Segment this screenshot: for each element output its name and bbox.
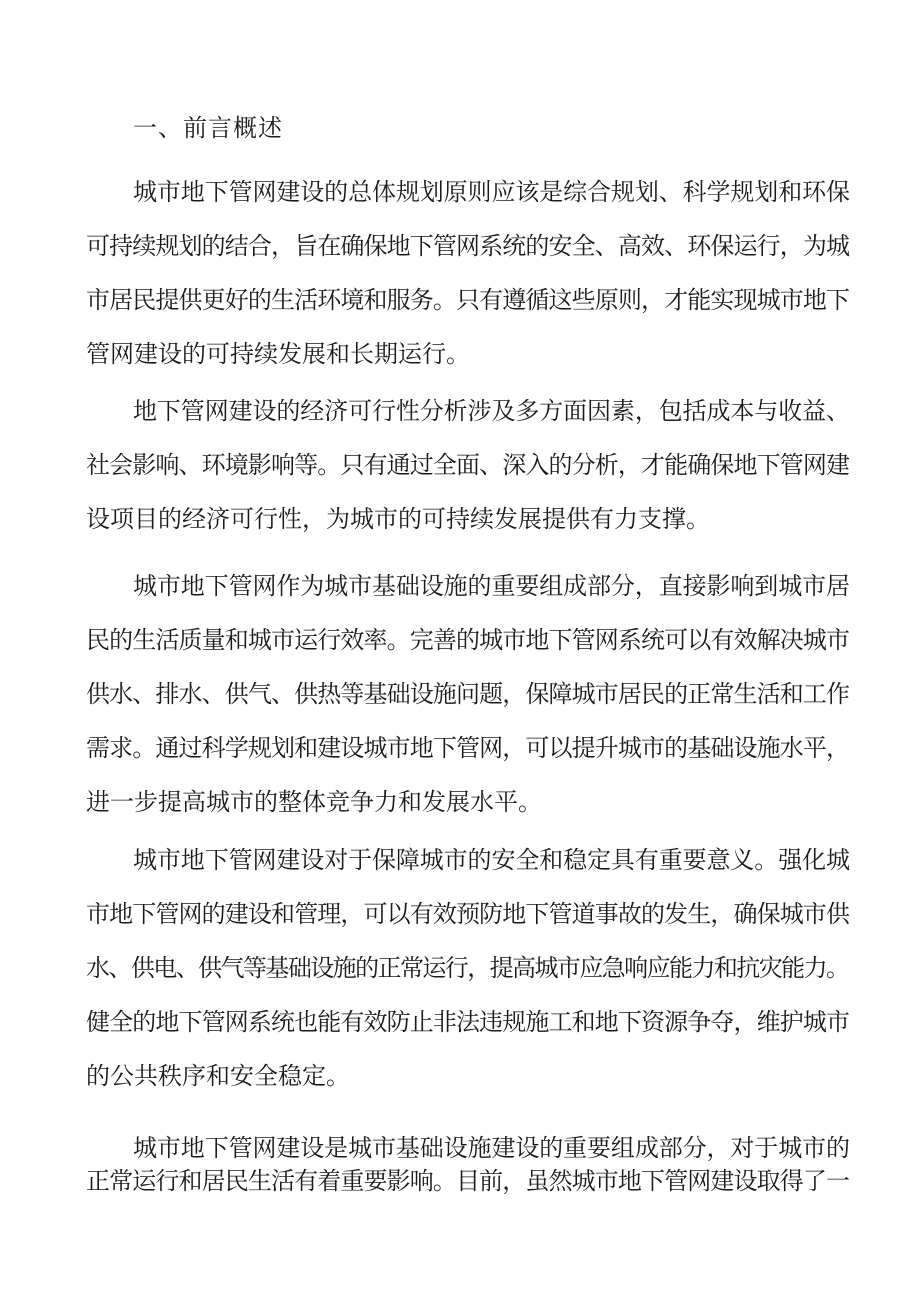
paragraph-line: 进一步提高城市的整体竞争力和发展水平。 (86, 788, 542, 816)
paragraph-line: 需求。通过科学规划和建设城市地下管网，可以提升城市的基础设施水平， (86, 734, 850, 762)
paragraph-line: 城市地下管网建设是城市基础设施建设的重要组成部分，对于城市的 (133, 1134, 850, 1162)
paragraph-line: 正常运行和居民生活有着重要影响。目前，虽然城市地下管网建设取得了一 (86, 1167, 850, 1195)
paragraph-line: 地下管网建设的经济可行性分析涉及多方面因素，包括成本与收益、 (133, 397, 850, 425)
paragraph-line: 社会影响、环境影响等。只有通过全面、深入的分析，才能确保地下管网建 (86, 451, 850, 479)
paragraph-line: 健全的地下管网系统也能有效防止非法违规施工和地下资源争夺，维护城市 (86, 1008, 850, 1036)
paragraph-line: 城市地下管网建设的总体规划原则应该是综合规划、科学规划和环保 (133, 178, 850, 206)
paragraph-line: 市地下管网的建设和管理，可以有效预防地下管道事故的发生，确保城市供 (86, 900, 850, 928)
paragraph-line: 城市地下管网作为城市基础设施的重要组成部分，直接影响到城市居 (133, 572, 850, 600)
paragraph-line: 民的生活质量和城市运行效率。完善的城市地下管网系统可以有效解决城市 (86, 626, 850, 654)
paragraph-line: 供水、排水、供气、供热等基础设施问题，保障城市居民的正常生活和工作 (86, 680, 850, 708)
paragraph-line: 管网建设的可持续发展和长期运行。 (86, 340, 470, 368)
paragraph-line: 水、供电、供气等基础设施的正常运行，提高城市应急响应能力和抗灾能力。 (86, 954, 849, 982)
paragraph-line: 市居民提供更好的生活环境和服务。只有遵循这些原则，才能实现城市地下 (86, 286, 850, 314)
paragraph-line: 设项目的经济可行性，为城市的可持续发展提供有力支撑。 (86, 505, 710, 533)
section-heading: 一、前言概述 (133, 114, 283, 142)
paragraph-line: 可持续规划的结合，旨在确保地下管网系统的安全、高效、环保运行，为城 (86, 232, 850, 260)
paragraph-line: 城市地下管网建设对于保障城市的安全和稳定具有重要意义。强化城 (133, 846, 850, 874)
paragraph-line: 的公共秩序和安全稳定。 (86, 1062, 350, 1090)
